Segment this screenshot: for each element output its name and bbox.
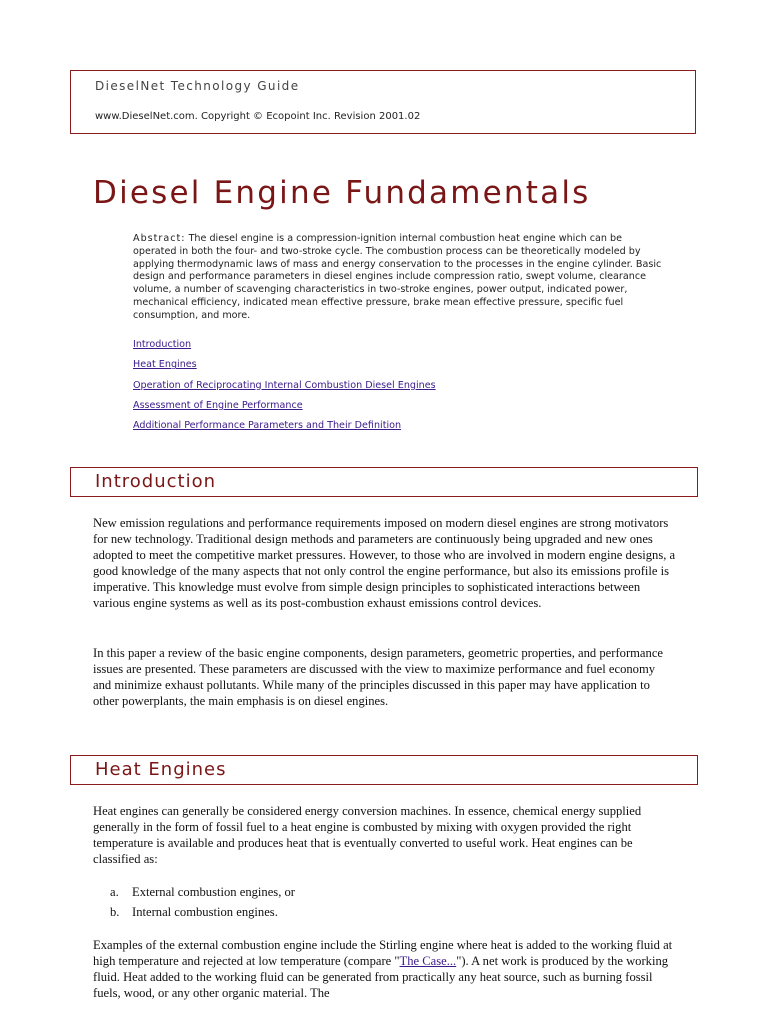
section-heading: Heat Engines (95, 759, 227, 780)
toc-link-assessment[interactable]: Assessment of Engine Performance (133, 399, 303, 411)
heat-engines-paragraph-1: Heat engines can generally be considered energy conversion machines. In essence, chemical energy supplied generally in the form of fossil fuel to a heat engine is combusted by mixing with oxygen provided the right temperature is available and produces heat that is eventually converted to useful work. Heat engines can be classified as: (93, 804, 642, 866)
list-item (93, 885, 295, 905)
engine-classification-list (93, 885, 295, 925)
heat-engines-paragraph-2 (93, 938, 676, 1002)
section-header-heat-engines (70, 755, 698, 785)
list-marker: b. (110, 905, 120, 919)
toc-link-heat-engines[interactable]: Heat Engines (133, 359, 197, 371)
abstract-text: The diesel engine is a compression-ignition internal combustion heat engine which can be operated in both the four- and two-stroke cycle. The combustion process can be theoretically modeled by applying thermodynamic laws of mass and energy conservation to the processes in the engine cylinder. Basic design and performance parameters in diesel engines include compression ratio, swept volume, clearance volume, a number of scavenging characteristics in two-stroke engines, power output, indicated power, mechanical efficiency, indicated mean effective pressure, brake mean effective pressure, specific fuel consumption, and more. (133, 233, 662, 321)
intro-paragraph-1: New emission regulations and performance requirements imposed on modern diesel engines are strong motivators for new technology. Traditional design methods and parameters are continuously being upgraded and new ones adopted to meet the competitive market pressures. However, to those who are involved in modern engine designs, a good knowledge of the many aspects that not only control the engine performance, but also its emissions profile is imperative. This knowledge must evolve from simple design principles to sophisticated interactions between various engine systems as well as its post-combustion exhaust emissions control devices. (93, 516, 676, 610)
paragraph-text: "). A net work is produced by the working fluid. Heat added to the working fluid can be generated from practically any heat source, such as burning fossil fuels, wood, or any other organic material. The (93, 953, 669, 1000)
paragraph-text: Examples of the external combustion engine include the Stirling engine where heat is added to the working fluid at high temperature and rejected at low temperature (compare " (93, 938, 673, 968)
toc-link-operation[interactable]: Operation of Reciprocating Internal Combustion Diesel Engines (133, 379, 436, 391)
header-box (70, 70, 696, 134)
section-header-introduction (70, 467, 698, 497)
table-of-contents (133, 339, 436, 440)
list-item-text: Internal combustion engines. (132, 905, 278, 919)
toc-link-additional-parameters[interactable]: Additional Performance Parameters and Their Definition (133, 420, 402, 432)
list-item (93, 905, 295, 925)
the-case-link[interactable]: The Case... (399, 953, 457, 968)
intro-paragraph-2: In this paper a review of the basic engine components, design parameters, geometric properties, and performance issues are presented. These parameters are discussed with the view to maximize performance and fuel economy and minimize exhaust pollutants. While many of the principles discussed in this paper may have application to other powerplants, the main emphasis is on diesel engines. (93, 646, 663, 708)
list-marker: a. (110, 885, 119, 899)
abstract (133, 233, 663, 323)
toc-link-introduction[interactable]: Introduction (133, 339, 192, 350)
copyright-line: www.DieselNet.com. Copyright © Ecopoint Inc. Revision 2001.02 (95, 111, 421, 122)
list-item-text: External combustion engines, or (132, 885, 295, 899)
abstract-label: Abstract: (133, 233, 186, 244)
guide-title: DieselNet Technology Guide (95, 79, 300, 93)
page-title: Diesel Engine Fundamentals (93, 175, 591, 211)
section-heading: Introduction (95, 471, 217, 492)
